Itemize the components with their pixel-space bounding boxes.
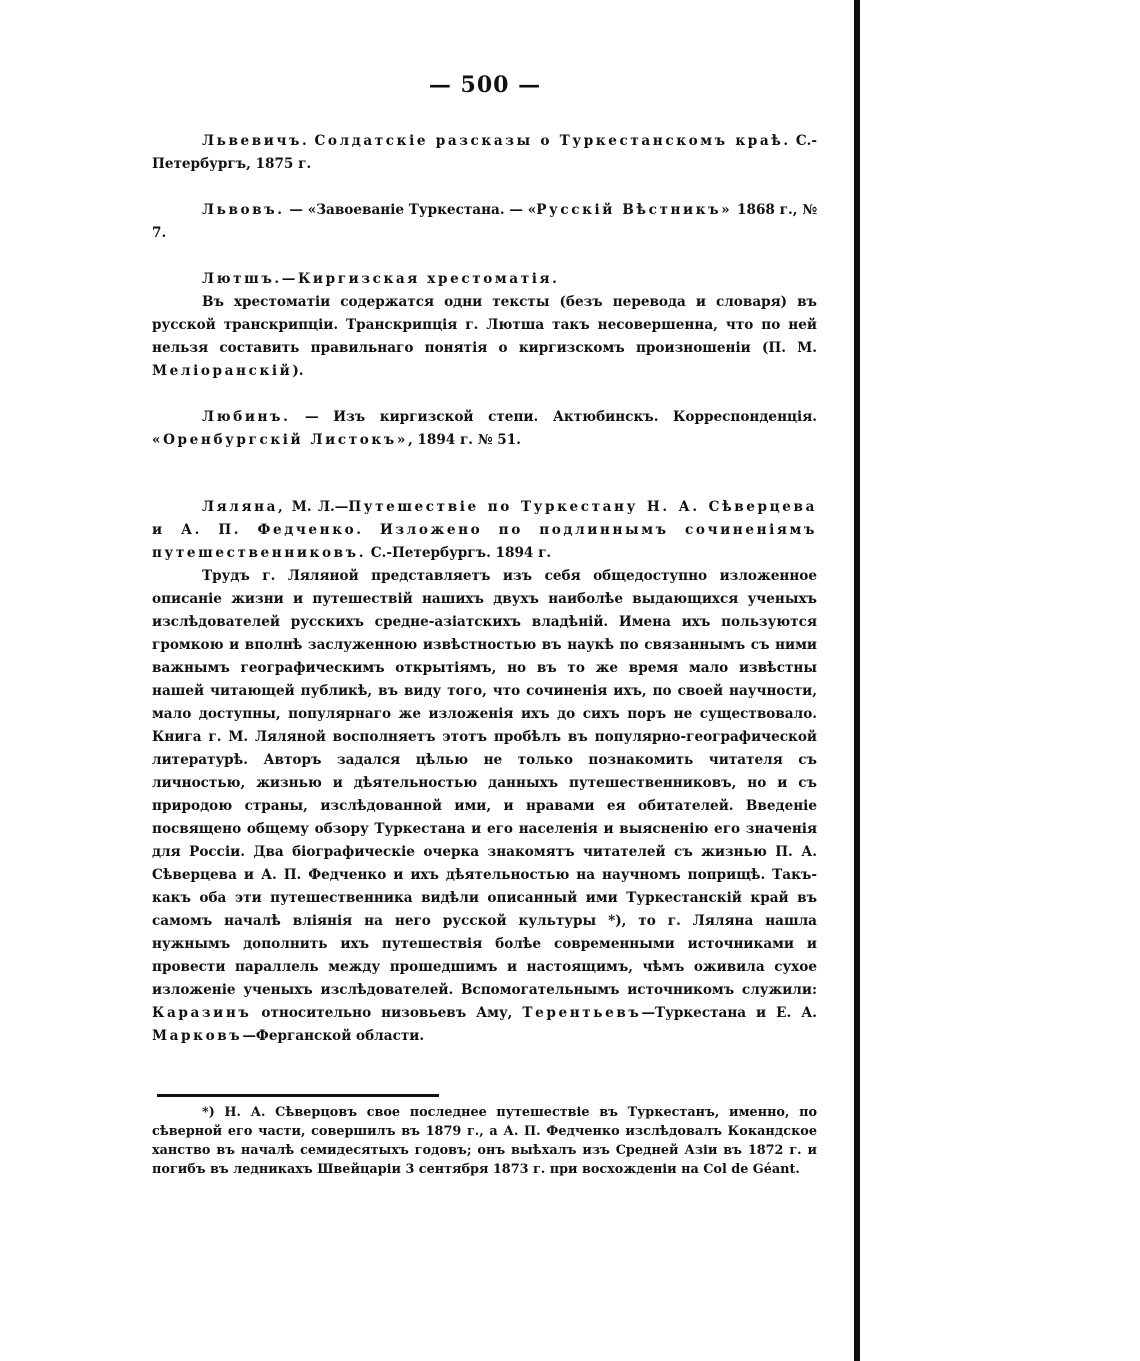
source-name: Марковъ xyxy=(152,1028,243,1044)
entry-author: Львовъ. xyxy=(202,202,285,218)
entry-annotation: Трудъ г. Ляляной представляетъ изъ себя общедоступно изложенное описаніе жизни и путешествій нашихъ двухъ наиболѣе выдающихся ученыхъ изслѣдователей русскихъ средне-азіатскихъ владѣній. Имена ихъ пользуются громкою и вполнѣ заслуженною извѣстностью въ наукѣ по связаннымъ съ ними важнымъ географическимъ открытіямъ, но въ то же время мало извѣстны нашей читающей публикѣ, въ виду того, что сочиненія ихъ, по своей научности, мало доступны, популярнаго же изложенія ихъ до сихъ поръ не существовало. Книга г. М. Ляляной восполняетъ этотъ пробѣлъ въ популярно-географической литературѣ. Авторъ задался цѣлью не только познакомить читателя съ личностью, жизнью и дѣятельностью данныхъ путешественниковъ, но и съ природою страны, изслѣдованной ими, и нравами ея обитателей. Введеніе посвящено общему обзору Туркестана и его населенія и выясненію его значенія для Россіи. Два біографическіе очерка знакомятъ читателей съ жизнью П. А. Сѣверцева и А. П. Федченко и ихъ дѣятельностью на научномъ поприщѣ. Такъ-какъ оба эти путешественника видѣли описанный ими Туркестанскій край въ самомъ началѣ вліянія на него русской культуры *), то г. Ляляна нашла нужнымъ дополнить ихъ путешествія болѣе современными источниками и провести параллель между прошедшимъ и настоящимъ, чѣмъ оживила сухое изложеніе ученыхъ изслѣдователей. Вспомогательнымъ источникомъ служили: xyxy=(152,568,817,998)
footnote xyxy=(152,1103,817,1179)
footnote-text: *) Н. А. Сѣверцовъ свое последнее путешествіе въ Туркестанъ, именно, по сѣверной его части, совершилъ въ 1879 г., а А. П. Федченко изслѣдовалъ Кокандское ханство въ началѣ семидесятыхъ годовъ; онъ выѣхалъ изъ Средней Азіи въ 1872 г. и погибъ въ ледникахъ Швейцаріи 3 сентября 1873 г. при восхожденіи на Col de Géant. xyxy=(152,1105,817,1177)
entry-title: —Киргизская хрестоматія. xyxy=(281,271,560,287)
entry-author: Лютшъ. xyxy=(202,271,282,287)
bibliography-column xyxy=(152,130,817,1048)
entry-annotation: —Туркестана и Е. А. xyxy=(641,1005,817,1021)
bibliography-entry xyxy=(152,268,817,383)
entry-imprint: С.-Петербургъ. 1894 г. xyxy=(370,545,552,561)
entry-annotation: относительно низовьевъ Аму, xyxy=(251,1005,523,1021)
page-number: — 500 — xyxy=(428,72,542,98)
entry-annotation-end: ). xyxy=(292,363,304,379)
bibliography-entry xyxy=(152,130,817,176)
entry-annotation: —Ферганской области. xyxy=(242,1028,425,1044)
entry-imprint: С.-Петербургъ, 1875 г. xyxy=(152,133,818,172)
entry-author: Любинъ. xyxy=(202,409,291,425)
entry-imprint: , 1894 г. № 51. xyxy=(407,432,521,448)
footnote-divider xyxy=(157,1094,439,1097)
entry-author: Ляляна, xyxy=(202,499,286,515)
entry-title: Путешествіе по Туркестану Н. А. Сѣверцева и А. П. Федченко. Изложено по подлиннымъ сочиненіямъ путешественниковъ. xyxy=(152,499,817,561)
source-name: Терентьевъ xyxy=(522,1005,642,1021)
entry-initials: М. Л.— xyxy=(291,499,349,515)
bibliography-entry xyxy=(152,496,817,1048)
source-name: Каразинъ xyxy=(152,1005,252,1021)
bibliography-entry xyxy=(152,406,817,452)
entry-title: — Изъ киргизской степи. Актюбинскъ. Корреспонденція. xyxy=(305,409,817,425)
entry-author: Львевичъ. xyxy=(202,133,310,149)
entry-reviewer: Меліоранскій xyxy=(152,363,293,379)
entry-annotation: Въ хрестоматіи содержатся одни тексты (безъ перевода и словаря) въ русской транскрипціи. Транскрипція г. Лютша такъ несовершенна, что по ней нельзя составить правильнаго понятія о киргизскомъ произношеніи (П. М. xyxy=(152,294,817,356)
book-spine-edge xyxy=(854,0,860,1361)
entry-imprint: 1868 г., № 7. xyxy=(152,202,818,241)
entry-title: Солдатскіе разсказы о Туркестанскомъ краѣ. xyxy=(314,133,791,149)
bibliography-entry xyxy=(152,199,817,245)
entry-title: — «Завоеваніе Туркестана. — « xyxy=(289,202,537,218)
entry-journal: «Оренбургскій Листокъ» xyxy=(152,432,408,448)
entry-journal: Русскій Вѣстникъ» xyxy=(536,202,733,218)
